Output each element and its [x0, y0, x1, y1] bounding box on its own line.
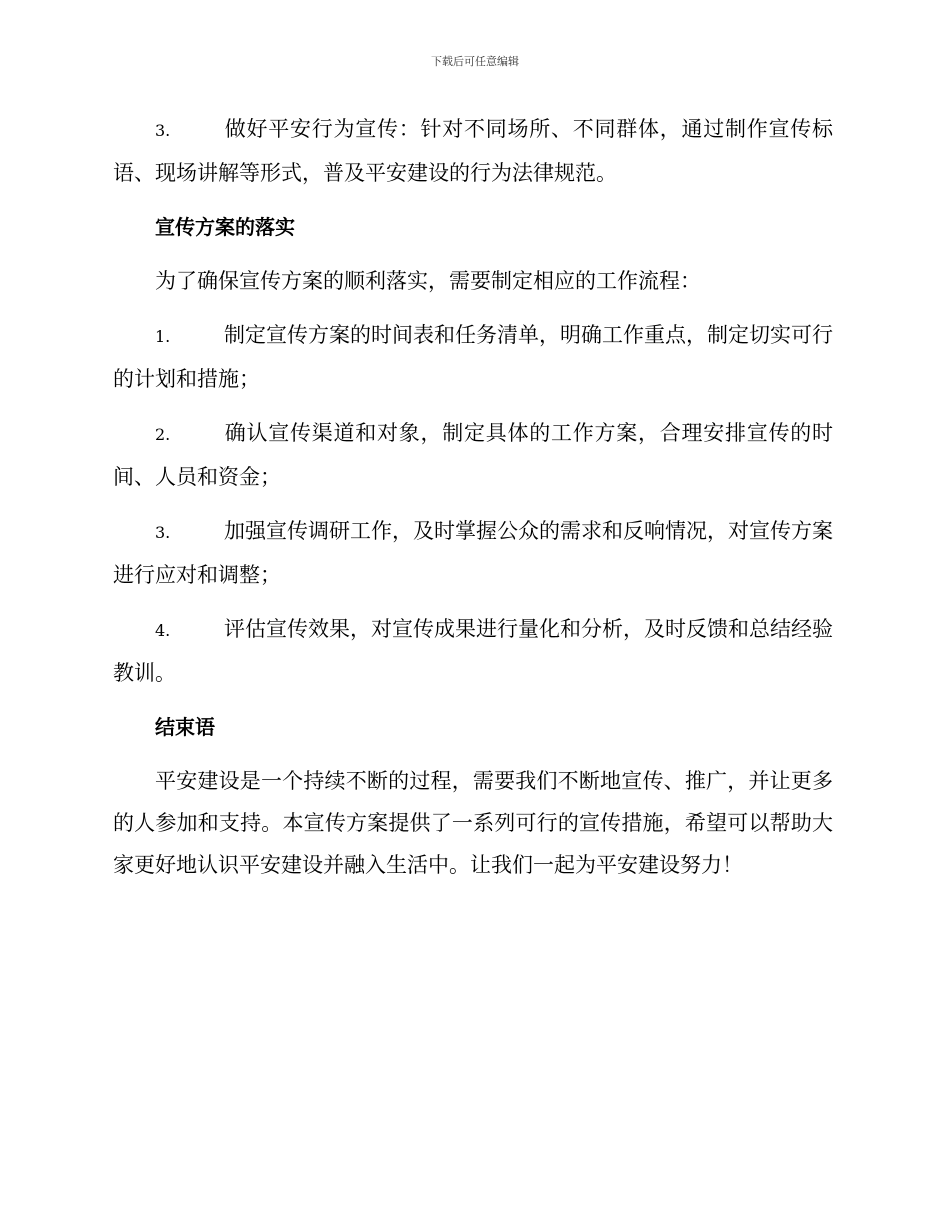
list-item	[113, 412, 833, 498]
list-item-number: 2.	[155, 425, 171, 444]
document-body	[113, 108, 833, 898]
list-item-text: 制定宣传方案的时间表和任务清单，明确工作重点，制定切实可行的计划和措施；	[113, 323, 833, 391]
list-item	[113, 314, 833, 400]
list-item-text: 确认宣传渠道和对象，制定具体的工作方案，合理安排宣传的时间、人员和资金；	[113, 421, 833, 489]
list-item-number: 3.	[155, 121, 171, 140]
list-item-text: 做好平安行为宣传：针对不同场所、不同群体，通过制作宣传标语、现场讲解等形式，普及平安建设的行为法律规范。	[113, 117, 833, 185]
list-item-number: 1.	[155, 327, 171, 346]
list-item	[113, 608, 833, 694]
list-item-text: 加强宣传调研工作，及时掌握公众的需求和反响情况，对宣传方案进行应对和调整；	[113, 519, 833, 587]
conclusion-paragraph: 平安建设是一个持续不断的过程，需要我们不断地宣传、推广，并让更多的人参加和支持。本宣传方案提供了一系列可行的宣传措施，希望可以帮助大家更好地认识平安建设并融入生活中。让我们一起为平安建设努力！	[113, 769, 833, 877]
section-heading-implementation: 宣传方案的落实	[155, 215, 295, 239]
list-item	[113, 108, 833, 194]
intro-paragraph: 为了确保宣传方案的顺利落实，需要制定相应的工作流程：	[155, 269, 701, 293]
page-header: 下载后可任意编辑	[431, 55, 519, 68]
list-item	[113, 510, 833, 596]
list-item-text: 评估宣传效果，对宣传成果进行量化和分析，及时反馈和总结经验教训。	[113, 617, 833, 685]
list-item-number: 3.	[155, 523, 171, 542]
section-heading-conclusion: 结束语	[155, 715, 215, 739]
list-item-number: 4.	[155, 621, 171, 640]
